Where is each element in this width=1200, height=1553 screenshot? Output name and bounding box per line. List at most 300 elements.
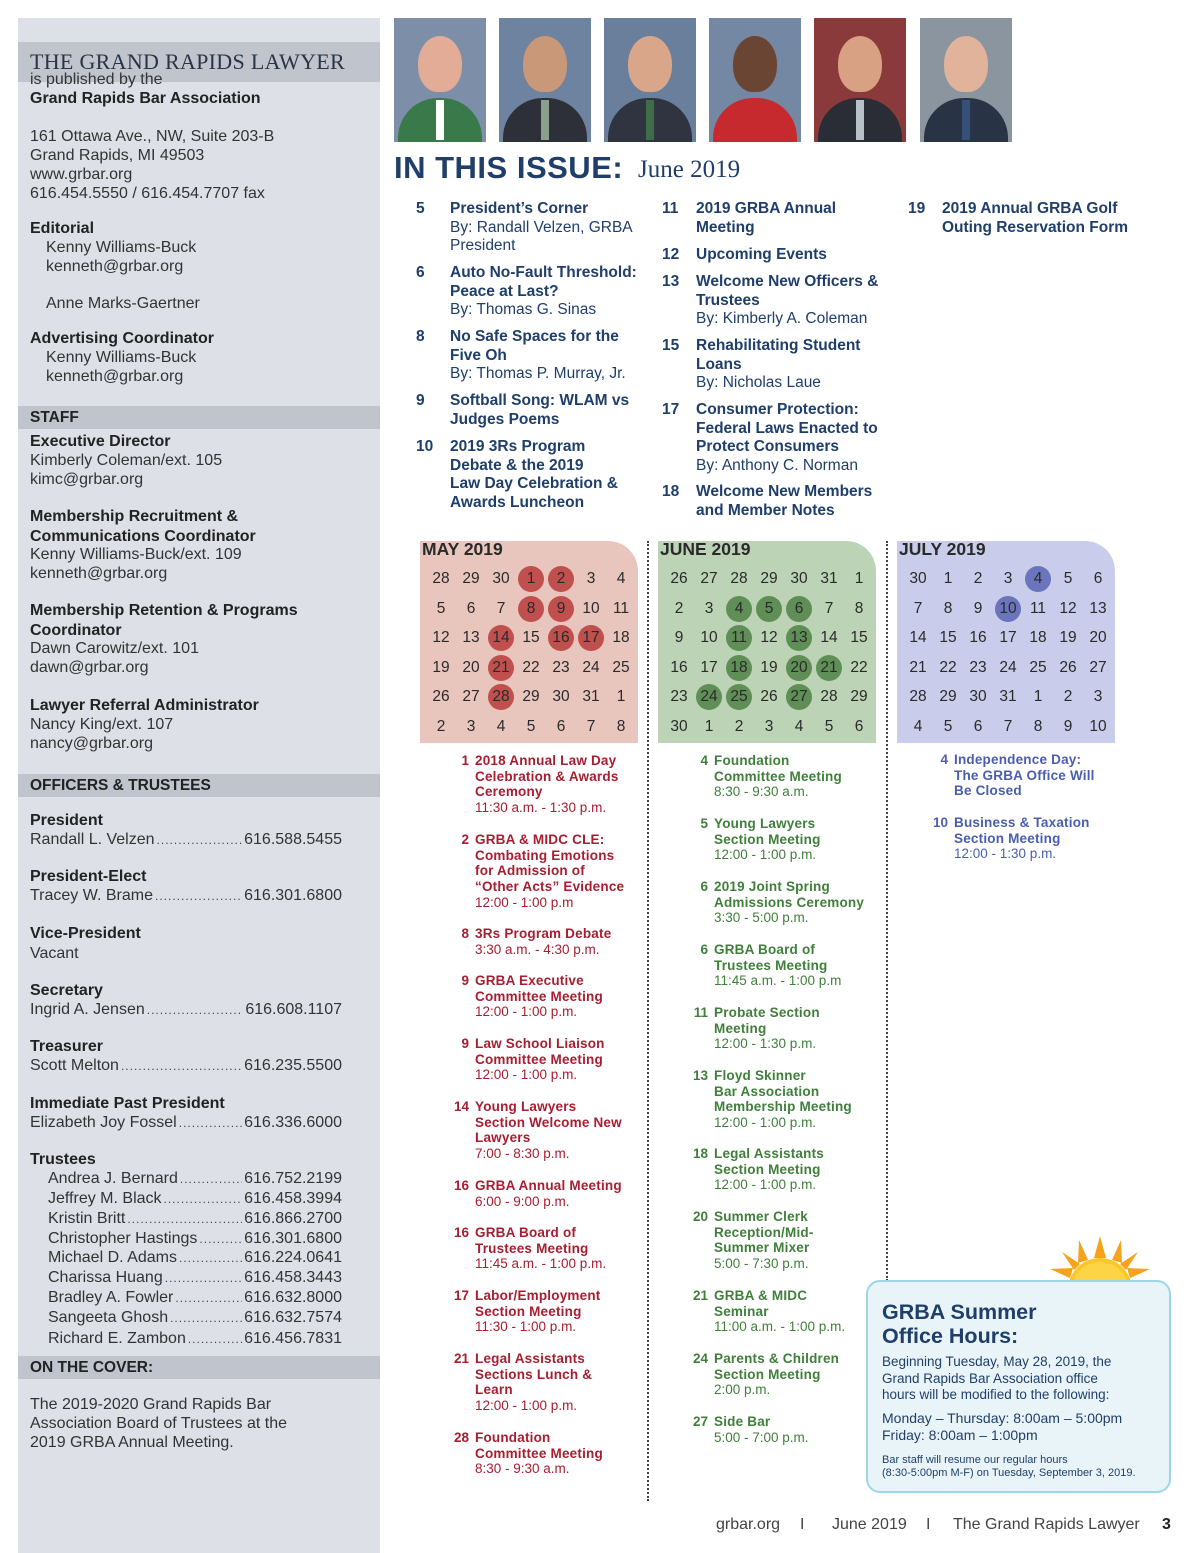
event-title: Business & Taxation Section Meeting (954, 815, 1090, 846)
calendar-day: 22 (850, 658, 868, 676)
calendar-day: 25 (612, 658, 630, 676)
advertising-label: Advertising Coordinator (30, 330, 215, 347)
toc-item[interactable] (662, 273, 926, 329)
toc-title: Rehabilitating Student Loans (696, 337, 861, 373)
event-title: Probate Section Meeting (714, 1005, 820, 1036)
event-time: 12:00 - 1:30 p.m. (954, 846, 1057, 862)
event-day: 18 (692, 1146, 708, 1161)
calendar-day: 5 (1063, 570, 1073, 587)
officer-phone: 616.235.5500 (244, 1057, 342, 1074)
calendar-day: 24 (582, 658, 600, 676)
officer-name: Randall L. Velzen (30, 831, 155, 848)
footer-publication: The Grand Rapids Lawyer (953, 1516, 1140, 1533)
toc-byline: By: Anthony C. Norman (696, 456, 858, 474)
calendar-day: 27 (462, 688, 480, 705)
event-title: Parents & Children Section Meeting (714, 1351, 840, 1382)
calendar-day: 2 (674, 599, 684, 617)
trustee-row (48, 1289, 342, 1308)
event-item (692, 1146, 914, 1193)
calendar-day: 18 (612, 629, 630, 646)
photo-tie (541, 100, 549, 140)
calendar-day: 24 (999, 658, 1017, 676)
toc-page-number: 12 (662, 246, 680, 263)
summer-hours-box (866, 1280, 1171, 1493)
leader-dots (121, 1057, 242, 1076)
officer-row (30, 1057, 342, 1076)
calendar-day: 16 (670, 658, 688, 676)
leader-dots (165, 1269, 242, 1288)
event-day: 14 (453, 1099, 469, 1114)
trustee-name: Sangeeta Ghosh (48, 1309, 169, 1326)
toc-item[interactable] (416, 438, 680, 512)
calendar-day: 25 (1029, 658, 1047, 676)
phone-fax-text: 616.454.5550 / 616.454.7707 fax (30, 185, 265, 202)
event-day: 10 (932, 815, 948, 830)
event-title: Law School Liaison Committee Meeting (475, 1036, 605, 1067)
event-time: 11:30 a.m. - 1:30 p.m. (475, 800, 607, 816)
event-item (453, 1430, 675, 1477)
cover-text-line: The 2019-2020 Grand Rapids Bar (30, 1396, 272, 1413)
toc-title: Upcoming Events (696, 246, 827, 263)
toc-title: Auto No-Fault Threshold: Peace at Last? (450, 264, 637, 300)
trustee-row (48, 1330, 342, 1349)
leader-dots (170, 1309, 242, 1328)
officer-phone: 616.336.6000 (244, 1114, 342, 1131)
calendar-day: 20 (462, 658, 480, 676)
page-number: 3 (1162, 1516, 1171, 1533)
calendar-day: 7 (913, 599, 923, 617)
column-divider (647, 541, 649, 1501)
event-day: 24 (692, 1351, 708, 1366)
photo-tie (856, 100, 864, 140)
calendar-day: 23 (969, 658, 987, 676)
toc-item[interactable] (662, 200, 926, 237)
calendar-day: 30 (670, 717, 688, 735)
calendar-day: 2 (548, 566, 574, 592)
event-title: GRBA Board of Trustees Meeting (475, 1225, 589, 1256)
photo-tie (646, 100, 654, 140)
event-item (700, 816, 914, 863)
event-day: 20 (692, 1209, 708, 1224)
toc-byline: By: Thomas P. Murray, Jr. (450, 365, 626, 382)
calendar-day: 3 (764, 717, 774, 735)
toc-byline: By: Nicholas Laue (696, 374, 821, 391)
event-time: 8:30 - 9:30 a.m. (714, 784, 809, 800)
staff-title: Membership Recruitment & Communications Coordinator (30, 508, 256, 545)
event-day: 6 (700, 942, 708, 957)
event-time: 11:45 a.m. - 1:00 p.m. (475, 1256, 607, 1272)
summer-hours-schedule: Monday – Thursday: 8:00am – 5:00pm Friday: 8:00am – 1:00pm (882, 1410, 1123, 1443)
calendar-day: 27 (700, 570, 718, 587)
event-title: Side Bar (714, 1414, 771, 1429)
calendar-day: 30 (552, 688, 570, 705)
toc-title: No Safe Spaces for the Five Oh (450, 328, 619, 364)
calendar-day: 30 (909, 570, 927, 587)
event-day: 4 (700, 753, 708, 768)
staff-header: STAFF (18, 406, 380, 429)
event-day: 9 (461, 973, 469, 988)
trustee-row (48, 1309, 342, 1328)
editorial-name: Anne Marks-Gaertner (46, 295, 200, 312)
toc-item[interactable] (416, 200, 680, 256)
calendar-day: 9 (548, 596, 574, 622)
officer-phone: 616.608.1107 (245, 1001, 342, 1018)
website-text: www.grbar.org (30, 166, 133, 183)
event-time: 3:30 - 5:00 p.m. (714, 910, 809, 926)
calendar-day: 25 (726, 684, 752, 710)
event-item (692, 1209, 914, 1272)
trustee-row (48, 1230, 342, 1249)
toc-title: 2019 GRBA Annual Meeting (696, 200, 837, 236)
toc-title: Welcome New Officers & Trustees (696, 273, 879, 309)
masthead-sidebar (18, 18, 380, 1553)
event-day: 21 (692, 1288, 708, 1303)
event-title: Legal Assistants Section Meeting (714, 1146, 824, 1177)
calendar-day: 23 (552, 658, 570, 676)
leader-dots (188, 1330, 242, 1349)
toc-item[interactable] (416, 264, 680, 320)
leader-dots (155, 887, 242, 906)
toc-byline: By: Kimberly A. Coleman (696, 310, 868, 327)
toc-item[interactable] (662, 483, 926, 520)
event-time: 11:00 a.m. - 1:00 p.m. (714, 1319, 846, 1335)
calendar-june (658, 541, 876, 743)
calendar-day: 3 (466, 717, 476, 735)
event-item (940, 752, 1154, 799)
event-item (693, 1005, 914, 1052)
footer-site: grbar.org (716, 1516, 781, 1533)
calendar-day: 2 (734, 717, 744, 735)
summer-hours-intro: Beginning Tuesday, May 28, 2019, the Grand Rapids Bar Association office hours will be modified to the following: (882, 1354, 1112, 1402)
officer-title: Secretary (30, 982, 103, 999)
event-title: 2019 Joint Spring Admissions Ceremony (714, 879, 865, 910)
calendar-day: 29 (850, 688, 868, 705)
calendar-day: 12 (760, 629, 778, 646)
officer-phone: 616.301.6800 (244, 887, 342, 904)
calendar-day: 13 (1089, 599, 1107, 617)
event-time: 3:30 a.m. - 4:30 p.m. (475, 941, 600, 957)
leader-dots (179, 1114, 242, 1133)
toc-title: Softball Song: WLAM vs Judges Poems (450, 392, 630, 428)
event-item (461, 973, 675, 1020)
footer-date: June 2019 (832, 1516, 907, 1533)
toc-page-number: 18 (662, 483, 680, 500)
event-item (453, 1288, 675, 1335)
address-line: 161 Ottawa Ave., NW, Suite 203-B (30, 128, 275, 145)
officer-row (30, 887, 342, 906)
toc-title: Welcome New Members and Member Notes (696, 483, 873, 519)
toc-page-number: 17 (662, 401, 680, 418)
officer-title: Treasurer (30, 1038, 103, 1055)
toc-page-number: 6 (416, 264, 425, 281)
calendar-day: 6 (854, 717, 864, 735)
calendar-july (897, 541, 1115, 743)
calendar-day: 15 (522, 629, 540, 646)
board-member-photo (920, 18, 1012, 142)
event-title: Legal Assistants Sections Lunch & Learn (475, 1351, 593, 1398)
calendar-day: 16 (969, 629, 987, 646)
event-item (453, 1099, 675, 1162)
calendar-day: 26 (1059, 658, 1077, 676)
calendar-day: 1 (616, 688, 626, 705)
photo-head (628, 36, 672, 92)
calendar-day: 28 (909, 688, 927, 705)
toc-page-number: 13 (662, 273, 680, 290)
calendar-day: 10 (582, 599, 600, 617)
board-member-photo (499, 18, 591, 142)
officer-row (30, 1114, 342, 1133)
calendar-day: 7 (586, 717, 596, 735)
trustee-name: Kristin Britt (48, 1210, 126, 1227)
leader-dots (147, 1001, 244, 1020)
trustee-row (48, 1249, 342, 1268)
calendar-day: 1 (943, 570, 953, 587)
calendar-day: 2 (973, 570, 983, 587)
calendar-day: 8 (616, 717, 626, 735)
event-day: 1 (461, 753, 469, 768)
event-title: Floyd Skinner Bar Association Membership Meeting (714, 1068, 852, 1115)
event-day: 13 (692, 1068, 708, 1083)
event-time: 7:00 - 8:30 p.m. (475, 1146, 570, 1162)
calendar-day: 11 (612, 599, 630, 617)
in-this-issue-title: IN THIS ISSUE: (394, 150, 624, 185)
trustee-phone: 616.301.6800 (244, 1230, 342, 1247)
calendar-day: 2 (436, 717, 446, 735)
calendar-may (420, 541, 638, 743)
event-item (932, 815, 1154, 862)
staff-title: Membership Retention & Programs Coordinator (30, 602, 298, 639)
calendar-day: 1 (1033, 688, 1043, 705)
event-day: 17 (453, 1288, 469, 1303)
toc-item[interactable] (416, 328, 680, 384)
officer-title: President-Elect (30, 868, 147, 885)
officer-row (30, 831, 342, 850)
trustee-phone: 616.752.2199 (244, 1170, 342, 1187)
staff-title: Lawyer Referral Administrator (30, 697, 259, 714)
calendar-day: 3 (1093, 688, 1103, 705)
event-day: 28 (453, 1430, 469, 1445)
calendar-day: 19 (432, 658, 450, 676)
board-member-photo (814, 18, 906, 142)
event-time: 12:00 - 1:30 p.m. (714, 1036, 817, 1052)
event-day: 5 (700, 816, 708, 831)
event-time: 11:30 - 1:00 p.m. (475, 1319, 577, 1335)
officer-title: President (30, 812, 103, 829)
officer-phone: 616.588.5455 (244, 831, 342, 848)
address-line: Grand Rapids, MI 49503 (30, 147, 205, 164)
calendar-day: 23 (670, 688, 688, 705)
calendar-day: 11 (1029, 599, 1047, 617)
event-item (461, 926, 675, 957)
calendar-day: 7 (496, 599, 506, 617)
photo-head (838, 36, 882, 92)
calendar-day: 4 (794, 717, 804, 735)
event-time: 12:00 - 1:00 p.m. (714, 1177, 817, 1193)
toc-page-number: 10 (416, 438, 434, 455)
event-day: 8 (461, 926, 469, 941)
trustee-phone: 616.632.7574 (244, 1309, 342, 1326)
calendar-day: 15 (850, 629, 868, 646)
event-item (453, 1351, 675, 1414)
trustee-phone: 616.456.7831 (244, 1330, 342, 1347)
calendar-day: 28 (432, 570, 450, 587)
calendar-day: 21 (816, 655, 842, 681)
calendar-title: JUNE 2019 (660, 539, 751, 559)
summer-hours-note: Bar staff will resume our regular hours (8:30-5:00pm M-F) on Tuesday, September 3, 2019. (882, 1454, 1136, 1479)
leader-dots (199, 1230, 242, 1249)
calendar-day: 3 (704, 599, 714, 617)
calendar-day: 21 (488, 655, 514, 681)
calendar-day: 19 (1059, 629, 1077, 646)
editorial-label: Editorial (30, 220, 95, 237)
calendar-day: 9 (973, 599, 983, 617)
calendar-day: 26 (760, 688, 778, 705)
event-title: 3Rs Program Debate (475, 926, 612, 941)
calendar-day: 1 (704, 717, 714, 735)
staff-line: dawn@grbar.org (30, 659, 149, 676)
calendar-day: 20 (1089, 629, 1107, 646)
event-day: 4 (940, 752, 948, 767)
calendar-day: 14 (909, 629, 927, 646)
leader-dots (179, 1249, 242, 1268)
event-time: 12:00 - 1:00 p.m. (475, 1004, 578, 1020)
calendar-day: 26 (670, 570, 688, 587)
officer-title: Immediate Past President (30, 1095, 225, 1112)
calendar-day: 10 (995, 596, 1021, 622)
event-time: 12:00 - 1:00 p.m. (475, 1398, 578, 1414)
officer-name: Ingrid A. Jensen (30, 1001, 145, 1018)
toc-page-number: 5 (416, 200, 425, 217)
event-item (453, 1225, 675, 1272)
calendar-day: 7 (824, 599, 834, 617)
calendar-day: 12 (1059, 599, 1077, 617)
trustees-title: Trustees (30, 1151, 96, 1168)
calendar-day: 10 (700, 629, 718, 646)
calendar-day: 1 (854, 570, 864, 587)
officer-title: Vice-President (30, 925, 141, 942)
toc-item[interactable] (662, 246, 926, 265)
calendar-day: 2 (1063, 688, 1073, 705)
calendar-day: 22 (939, 658, 957, 676)
staff-line: Nancy King/ext. 107 (30, 716, 174, 733)
staff-line: Kenny Williams-Buck/ext. 109 (30, 546, 242, 563)
toc-page-number: 15 (662, 337, 680, 354)
event-title: GRBA Executive Committee Meeting (475, 973, 603, 1004)
calendar-title: MAY 2019 (422, 539, 503, 559)
calendar-day: 6 (786, 596, 812, 622)
calendar-day: 13 (462, 629, 480, 646)
calendar-day: 29 (939, 688, 957, 705)
toc-byline: By: Thomas G. Sinas (450, 301, 597, 318)
event-time: 12:00 - 1:00 p.m. (714, 847, 817, 863)
event-time: 12:00 - 1:00 p.m (475, 894, 574, 910)
editorial-email: kenneth@grbar.org (46, 258, 184, 275)
calendar-day: 30 (790, 570, 808, 587)
event-time: 12:00 - 1:00 p.m. (475, 1067, 578, 1083)
calendar-day: 18 (726, 655, 752, 681)
footer-separator: I (926, 1516, 931, 1533)
calendar-day: 31 (820, 570, 838, 587)
calendar-day: 10 (1089, 717, 1107, 735)
board-member-photo (709, 18, 801, 142)
toc-page-number: 19 (908, 200, 926, 217)
calendar-day: 28 (488, 684, 514, 710)
toc-item[interactable] (662, 337, 926, 393)
trustee-name: Christopher Hastings (48, 1230, 198, 1247)
toc-item[interactable] (908, 200, 1152, 237)
calendar-day: 22 (522, 658, 540, 676)
calendar-day: 15 (939, 629, 957, 646)
event-day: 27 (692, 1414, 708, 1429)
calendar-day: 8 (1033, 717, 1043, 735)
calendar-day: 1 (518, 566, 544, 592)
event-item (461, 753, 675, 816)
toc-page-number: 8 (416, 328, 425, 345)
calendar-day: 13 (786, 625, 812, 651)
calendar-day: 3 (586, 570, 596, 587)
calendar-day: 16 (548, 625, 574, 651)
calendar-day: 12 (432, 629, 450, 646)
photo-head (523, 36, 567, 92)
trustee-phone: 616.866.2700 (244, 1210, 342, 1227)
event-day: 6 (700, 879, 708, 894)
calendar-day: 6 (466, 599, 476, 617)
event-time: 8:30 - 9:30 a.m. (475, 1461, 570, 1477)
officer-name: Scott Melton (30, 1057, 119, 1074)
calendar-day: 5 (526, 717, 536, 735)
toc-item[interactable] (662, 401, 926, 475)
trustee-row (48, 1190, 342, 1209)
cover-text-line: Association Board of Trustees at the (30, 1415, 288, 1432)
event-item (700, 942, 914, 989)
officers-header: OFFICERS & TRUSTEES (18, 774, 380, 797)
summer-hours-title: GRBA Summer Office Hours: (882, 1300, 1037, 1348)
calendar-day: 9 (674, 629, 684, 646)
trustee-row (48, 1170, 342, 1189)
calendar-day: 21 (909, 658, 927, 676)
advertising-name: Kenny Williams-Buck (46, 349, 197, 366)
toc-item[interactable] (416, 392, 680, 429)
cover-text-line: 2019 GRBA Annual Meeting. (30, 1434, 234, 1451)
event-title: Summer Clerk Reception/Mid- Summer Mixer (714, 1209, 814, 1256)
calendar-day: 5 (436, 599, 446, 617)
calendar-day: 17 (578, 625, 604, 651)
calendar-day: 26 (432, 688, 450, 705)
trustee-row (48, 1210, 342, 1229)
event-title: 2018 Annual Law Day Celebration & Awards Ceremony (475, 753, 619, 800)
calendar-day: 31 (999, 688, 1017, 705)
calendar-day: 14 (488, 625, 514, 651)
trustee-phone: 616.632.8000 (244, 1289, 342, 1306)
event-title: Labor/Employment Section Meeting (475, 1288, 601, 1319)
event-time: 5:00 - 7:00 p.m. (714, 1429, 809, 1445)
column-divider (886, 541, 888, 1281)
toc-title: Consumer Protection: Federal Laws Enacted to Protect Consumers (696, 401, 878, 455)
toc-title: 2019 Annual GRBA Golf Outing Reservation Form (942, 200, 1129, 236)
event-time: 2:00 p.m. (714, 1382, 771, 1398)
advertising-email: kenneth@grbar.org (46, 368, 184, 385)
calendar-day: 5 (943, 717, 953, 735)
photo-head (418, 36, 462, 92)
calendar-day: 17 (700, 658, 718, 676)
calendar-day: 19 (760, 658, 778, 676)
trustee-phone: 616.458.3443 (244, 1269, 342, 1286)
event-day: 11 (693, 1005, 708, 1020)
calendar-day: 6 (556, 717, 566, 735)
calendar-day: 3 (1003, 570, 1013, 587)
photo-head (733, 36, 777, 92)
officer-name: Tracey W. Brame (30, 887, 153, 904)
